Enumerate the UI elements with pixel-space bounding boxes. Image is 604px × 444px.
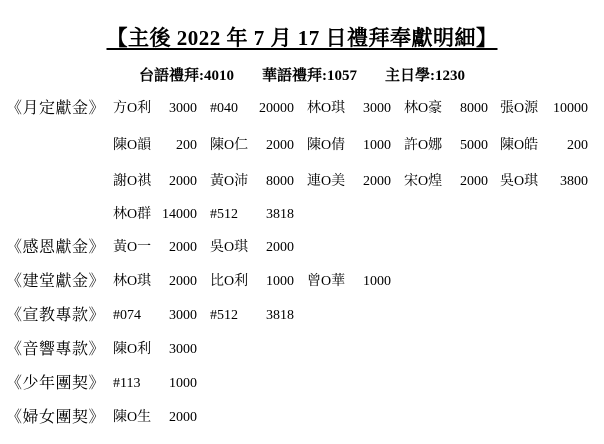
donation-amount: 2000 <box>363 174 391 189</box>
category-label: 《感恩獻金》 <box>6 239 106 256</box>
donation-amount: 200 <box>176 138 197 153</box>
donation-amount: 5000 <box>460 138 488 153</box>
donation-amount: 3800 <box>560 174 588 189</box>
donor-name: 許O娜 <box>404 138 443 153</box>
donation-amount: 8000 <box>266 174 294 189</box>
donor-name: 林O豪 <box>404 101 443 116</box>
donation-amount: 3000 <box>169 308 197 323</box>
offering-row <box>0 406 604 430</box>
donation-amount: 2000 <box>460 174 488 189</box>
donor-name: 陳O倩 <box>307 138 346 153</box>
stat-sunday-school <box>385 64 465 85</box>
donation-amount: 3000 <box>363 101 391 116</box>
attendance-stats <box>0 64 604 85</box>
stat-value: 1057 <box>327 68 357 84</box>
stat-value: 4010 <box>204 68 234 84</box>
donor-name: 曾O華 <box>307 274 346 289</box>
donor-name: 黃O一 <box>113 240 152 255</box>
donation-amount: 200 <box>567 138 588 153</box>
donation-amount: 10000 <box>553 101 588 116</box>
donation-amount: 3818 <box>266 308 294 323</box>
stat-mandarin-worship <box>262 64 357 85</box>
donation-amount: 3000 <box>169 342 197 357</box>
donation-amount: 3000 <box>169 101 197 116</box>
offering-row <box>0 170 604 194</box>
donor-name: 林O琪 <box>113 274 152 289</box>
donation-amount: 2000 <box>266 240 294 255</box>
donor-name: 宋O煌 <box>404 174 443 189</box>
stat-value: 1230 <box>435 68 465 84</box>
donor-name: 黃O沛 <box>210 174 249 189</box>
donor-name: 林O琪 <box>307 101 346 116</box>
donor-name: 謝O祺 <box>113 174 152 189</box>
donation-amount: 2000 <box>266 138 294 153</box>
category-label: 《月定獻金》 <box>6 100 106 117</box>
offering-row <box>0 270 604 294</box>
donor-name: 吳O琪 <box>500 174 539 189</box>
donor-name: 陳O利 <box>113 342 152 357</box>
donor-name: 吳O琪 <box>210 240 249 255</box>
donation-amount: 2000 <box>169 274 197 289</box>
donor-name: #512 <box>210 207 238 222</box>
offering-row <box>0 134 604 158</box>
donation-amount: 20000 <box>259 101 294 116</box>
donation-amount: 1000 <box>169 376 197 391</box>
stat-label: 主日學: <box>385 68 435 84</box>
donor-name: #040 <box>210 101 238 116</box>
donation-amount: 2000 <box>169 174 197 189</box>
donation-amount: 1000 <box>363 274 391 289</box>
offering-row <box>0 338 604 362</box>
category-label: 《少年團契》 <box>6 375 106 392</box>
donation-amount: 1000 <box>363 138 391 153</box>
donor-name: 陳O仁 <box>210 138 249 153</box>
donation-amount: 14000 <box>162 207 197 222</box>
offering-row <box>0 236 604 260</box>
donation-amount: 3818 <box>266 207 294 222</box>
donation-amount: 2000 <box>169 410 197 425</box>
donor-name: #113 <box>113 376 141 391</box>
offering-row <box>0 304 604 328</box>
donor-name: 張O源 <box>500 101 539 116</box>
stat-taiwanese-worship <box>139 64 234 85</box>
page-title-text: 【主後 2022 年 7 月 17 日禮拜奉獻明細】 <box>106 26 498 50</box>
stat-label: 華語禮拜: <box>262 68 327 84</box>
donor-name: 比O利 <box>210 274 249 289</box>
donation-amount: 2000 <box>169 240 197 255</box>
offering-row <box>0 97 604 121</box>
offering-row <box>0 203 604 227</box>
donor-name: 陳O韻 <box>113 138 152 153</box>
category-label: 《建堂獻金》 <box>6 273 106 290</box>
donor-name: 林O群 <box>113 207 152 222</box>
category-label: 《婦女團契》 <box>6 409 106 426</box>
offering-row <box>0 372 604 396</box>
donation-amount: 1000 <box>266 274 294 289</box>
donor-name: 陳O皓 <box>500 138 539 153</box>
donor-name: 連O美 <box>307 174 346 189</box>
page-title <box>0 22 604 52</box>
stat-label: 台語禮拜: <box>139 68 204 84</box>
donor-name: #074 <box>113 308 141 323</box>
donor-name: 方O利 <box>113 101 152 116</box>
donor-name: #512 <box>210 308 238 323</box>
category-label: 《音響專款》 <box>6 341 106 358</box>
donor-name: 陳O生 <box>113 410 152 425</box>
donation-amount: 8000 <box>460 101 488 116</box>
category-label: 《宣教專款》 <box>6 307 106 324</box>
